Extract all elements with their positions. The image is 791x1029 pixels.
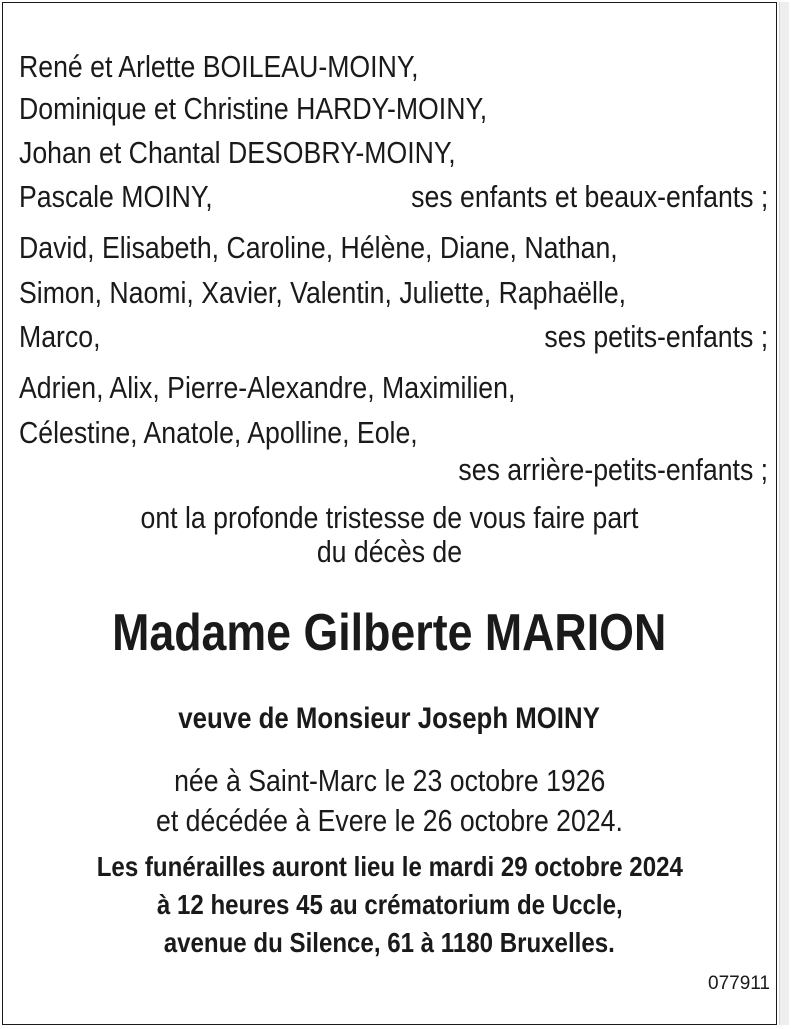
birth-line (3, 763, 776, 799)
funeral-line-3 (3, 925, 776, 960)
vertical-scrollbar[interactable] (779, 2, 789, 1025)
death-line (3, 803, 776, 839)
widow-of-text: veuve de Monsieur Joseph MOINY (178, 702, 601, 735)
funeral-line-2 (3, 887, 776, 922)
announcement-line-1-text: ont la profonde tristesse de vous faire part (140, 500, 639, 535)
announcement-line-2-text: du décès de (316, 534, 463, 569)
widow-of (3, 701, 776, 737)
death-notice (2, 2, 777, 1025)
family-line-2: Dominique et Christine HARDY-MOINY, (19, 91, 488, 126)
family-line-3: Johan et Chantal DESOBRY-MOINY, (19, 135, 456, 170)
family-line-4-name: Pascale MOINY, (19, 179, 213, 214)
children-relation: ses enfants et beaux-enfants ; (410, 179, 768, 214)
grandchildren-line-3-name: Marco, (19, 319, 101, 354)
funeral-line-3-text: avenue du Silence, 61 à 1180 Bruxelles. (163, 927, 616, 958)
great-grandchildren-line-2: Célestine, Anatole, Apolline, Eole, (19, 415, 418, 450)
family-line-1: René et Arlette BOILEAU-MOINY, (19, 49, 419, 84)
great-grandchildren-line-1: Adrien, Alix, Pierre-Alexandre, Maximilien, (19, 370, 516, 405)
reference-number: 077911 (708, 973, 770, 994)
grandchildren-line-2: Simon, Naomi, Xavier, Valentin, Juliette, Raphaëlle, (19, 275, 627, 310)
grandchildren-line-1: David, Elisabeth, Caroline, Hélène, Diane, Nathan, (19, 230, 618, 265)
funeral-line-1 (3, 849, 776, 884)
funeral-line-2-text: à 12 heures 45 au crématorium de Uccle, (156, 889, 623, 920)
birth-line-text: née à Saint-Marc le 23 octobre 1926 (173, 763, 606, 798)
funeral-line-1-text: Les funérailles auront lieu le mardi 29 octobre 2024 (96, 851, 683, 882)
grandchildren-relation: ses petits-enfants ; (544, 319, 768, 354)
death-line-text: et décédée à Evere le 26 octobre 2024. (156, 803, 623, 838)
deceased-name (3, 603, 776, 663)
great-grandchildren-relation: ses arrière-petits-enfants ; (458, 452, 768, 487)
deceased-name-text: Madame Gilberte MARION (112, 604, 667, 662)
announcement-line-1 (3, 501, 776, 535)
announcement-line-2 (3, 535, 776, 569)
